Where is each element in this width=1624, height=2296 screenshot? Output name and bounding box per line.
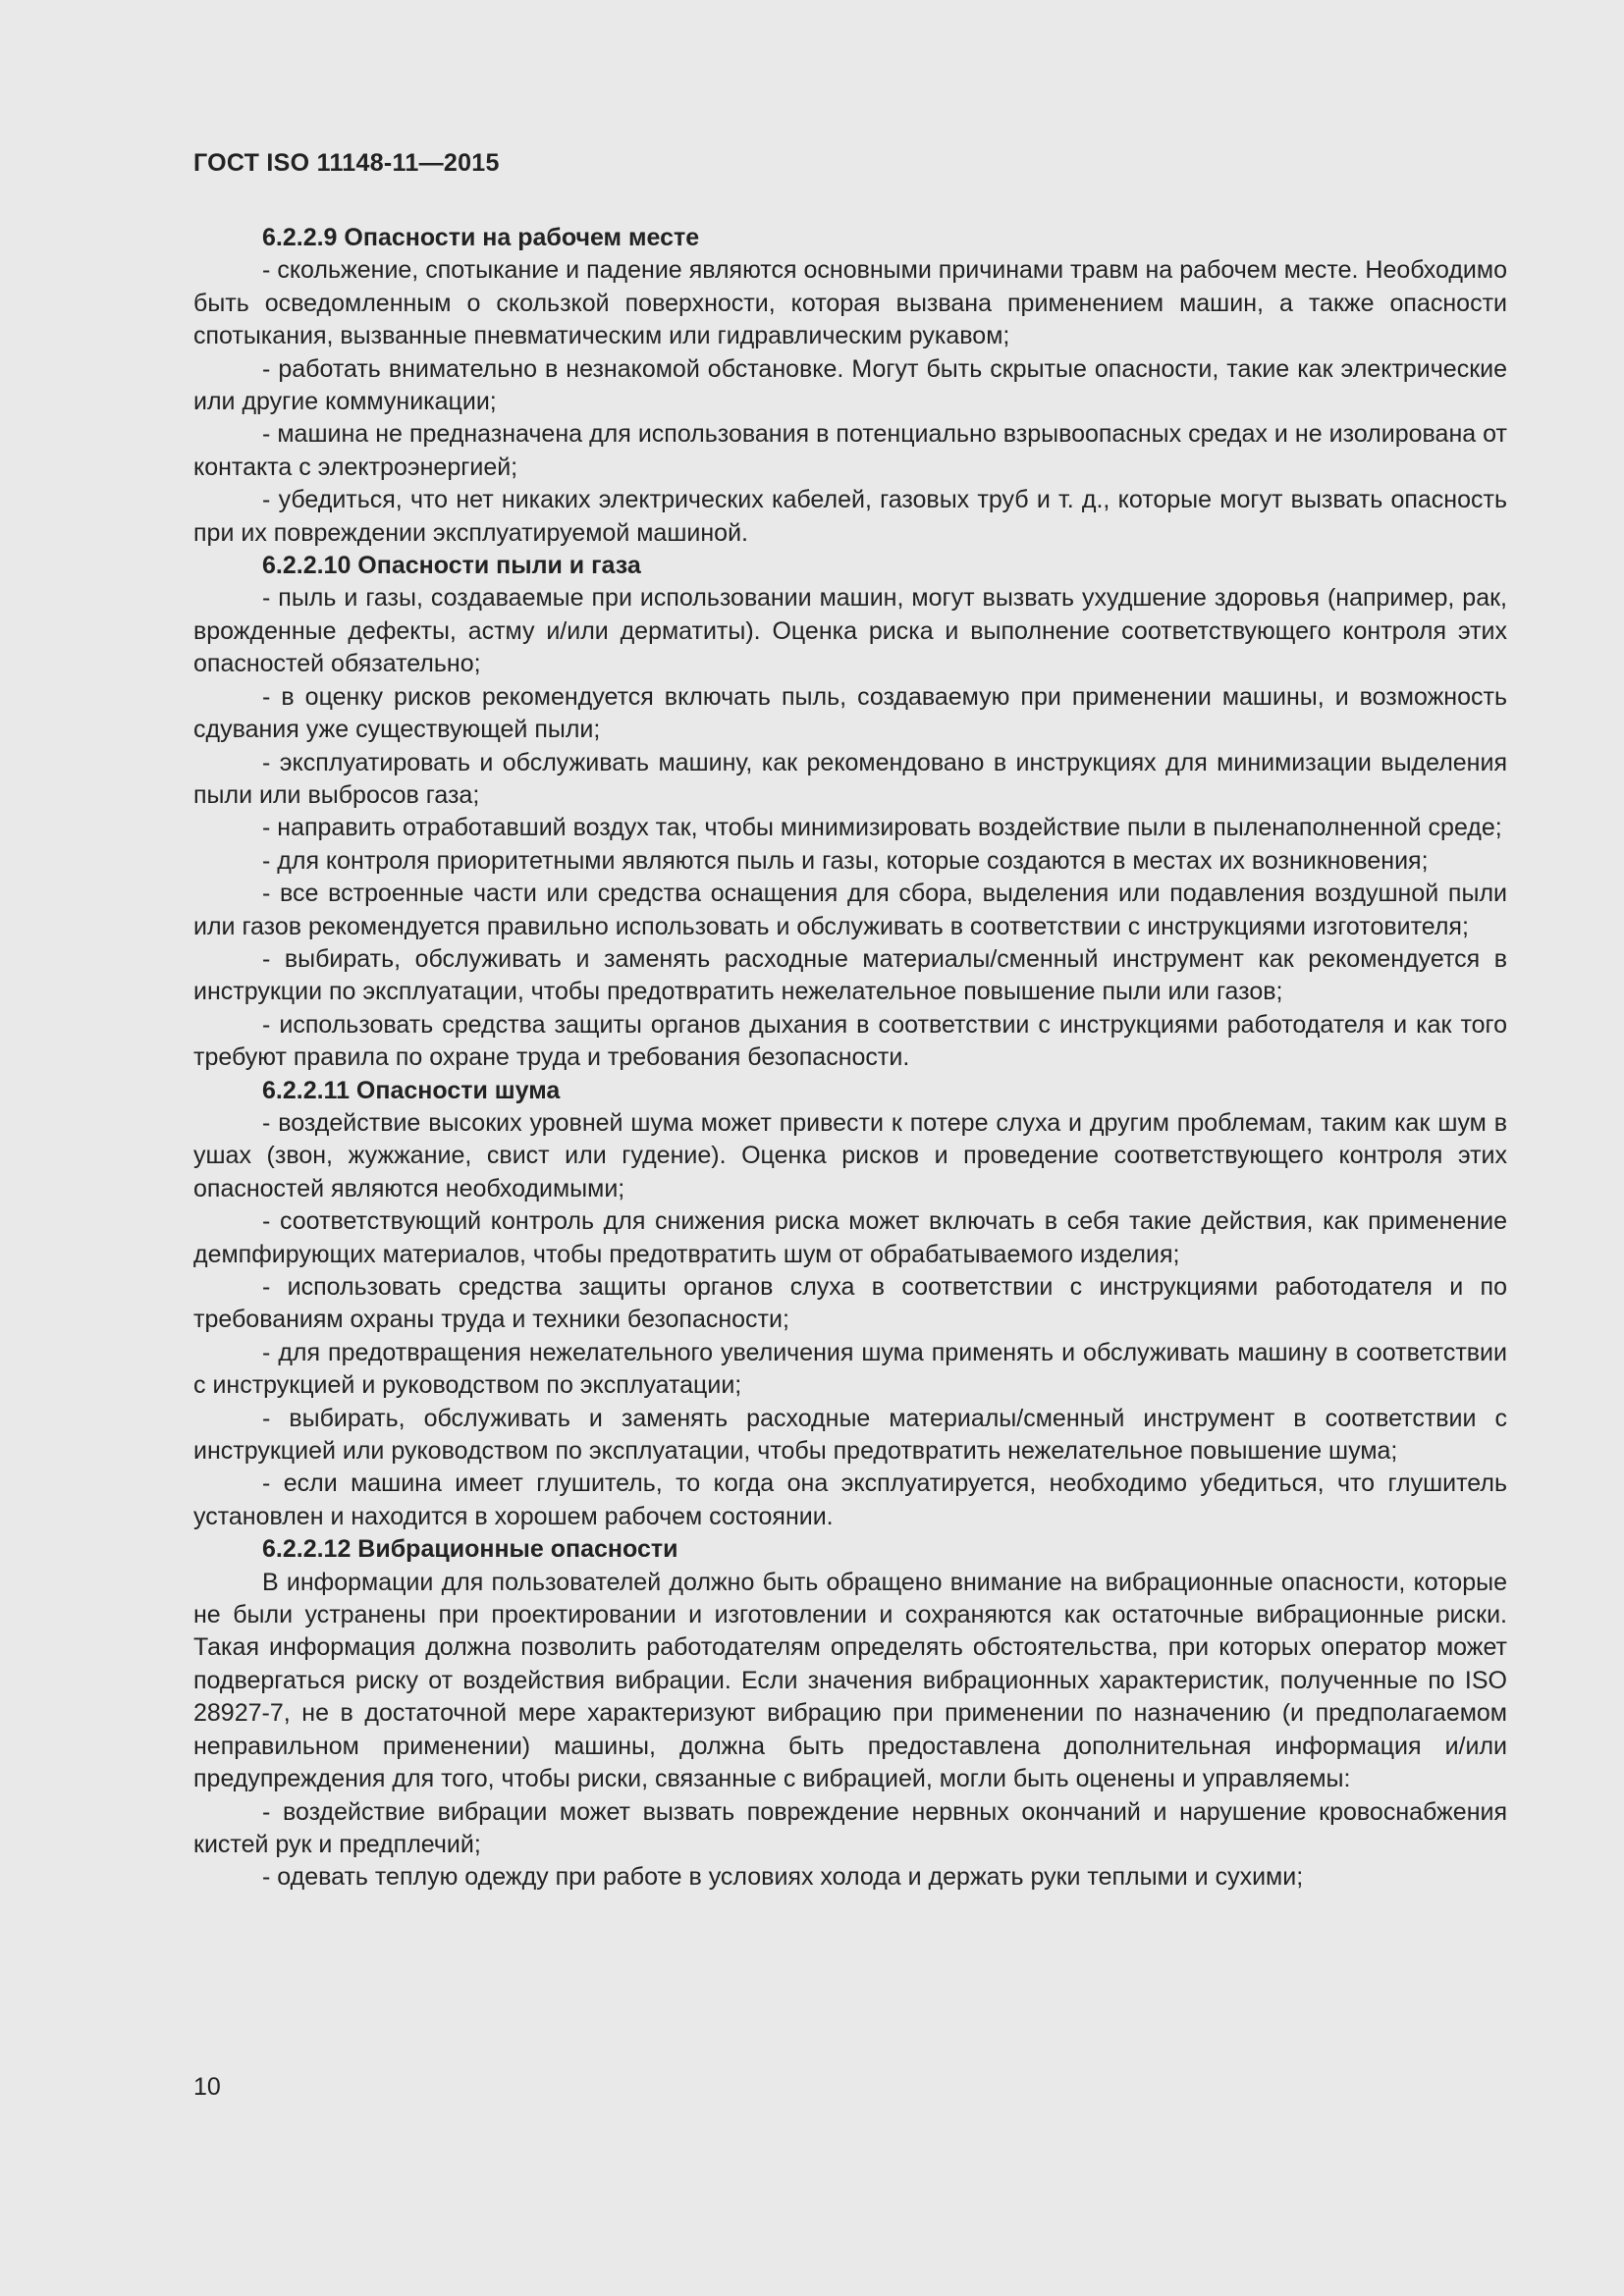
paragraph: - для контроля приоритетными являются пыль и газы, которые создаются в местах их возникновения;	[262, 846, 1429, 875]
document-header: ГОСТ ISO 11148-11—2015	[193, 149, 500, 177]
paragraph: В информации для пользователей должно быть обращено внимание на вибрационные опасности, которые не были устранены при проектировании и изготовлении и сохраняются как остаточные вибрационные риски. Такая информация должна позволить работодателям определять обстоятельства, при которых оператор может подвергаться риску от воздействия вибрации. Если значения вибрационных характеристик, полученные по ISO 28927-7, не в достаточной мере характеризуют вибрацию при применении по назначению (и предполагаемом неправильном применении) машины, должна быть предоставлена дополнительная информация и/или предупреждения для того, чтобы риски, связанные с вибрацией, могли быть оценены и управляемы:	[193, 1568, 1507, 1793]
paragraph: - эксплуатировать и обслуживать машину, как рекомендовано в инструкциях для минимизации выделения пыли или выбросов газа;	[193, 748, 1507, 809]
paragraph: - в оценку рисков рекомендуется включать пыль, создаваемую при применении машины, и возможность сдувания уже существующей пыли;	[193, 682, 1507, 744]
paragraph: - направить отработавший воздух так, чтобы минимизировать воздействие пыли в пыленаполненной среде;	[262, 814, 1502, 842]
paragraph: - работать внимательно в незнакомой обстановке. Могут быть скрытые опасности, такие как электрические или другие коммуникации;	[193, 354, 1507, 416]
section-heading: 6.2.2.9 Опасности на рабочем месте	[262, 224, 700, 251]
paragraph: - для предотвращения нежелательного увеличения шума применять и обслуживать машину в соответствии с инструкцией и руководством по эксплуатации;	[193, 1338, 1507, 1400]
paragraph: - убедиться, что нет никаких электрических кабелей, газовых труб и т. д., которые могут вызвать опасность при их повреждении эксплуатируемой машиной.	[193, 486, 1507, 547]
paragraph: - машина не предназначена для использования в потенциально взрывоопасных средах и не изолирована от контакта с электроэнергией;	[193, 420, 1507, 481]
paragraph: - скольжение, спотыкание и падение являются основными причинами травм на рабочем месте. Необходимо быть осведомленным о скользкой поверхности, которая вызвана применением машин, а также опасности спотыкания, вызванные пневматическим или гидравлическим рукавом;	[193, 256, 1507, 350]
section-heading: 6.2.2.10 Опасности пыли и газа	[262, 552, 641, 580]
paragraph: - воздействие вибрации может вызвать повреждение нервных окончаний и нарушение кровоснабжения кистей рук и предплечий;	[193, 1797, 1507, 1858]
page-number: 10	[193, 2073, 221, 2101]
paragraph: - соответствующий контроль для снижения риска может включать в себя такие действия, как применение демпфирующих материалов, чтобы предотвратить шум от обрабатываемого изделия;	[193, 1207, 1507, 1268]
paragraph: - использовать средства защиты органов дыхания в соответствии с инструкциями работодателя и как того требуют правила по охране труда и требования безопасности.	[193, 1010, 1507, 1072]
paragraph: - использовать средства защиты органов слуха в соответствии с инструкциями работодателя и по требованиям охраны труда и техники безопасности;	[193, 1273, 1507, 1334]
paragraph: - если машина имеет глушитель, то когда она эксплуатируется, необходимо убедиться, что глушитель установлен и находится в хорошем рабочем состоянии.	[193, 1469, 1507, 1530]
section-heading: 6.2.2.12 Вибрационные опасности	[262, 1535, 678, 1564]
paragraph: - пыль и газы, создаваемые при использовании машин, могут вызвать ухудшение здоровья (например, рак, врожденные дефекты, астму и/или дерматиты). Оценка риска и выполнение соответствующего контроля этих опасностей обязательно;	[193, 584, 1507, 678]
document-body	[193, 222, 1507, 1895]
paragraph: - воздействие высоких уровней шума может привести к потере слуха и другим проблемам, таким как шум в ушах (звон, жужжание, свист или гудение). Оценка рисков и проведение соответствующего контроля этих опасностей являются необходимыми;	[193, 1108, 1507, 1202]
section-heading: 6.2.2.11 Опасности шума	[262, 1076, 561, 1104]
paragraph: - одевать теплую одежду при работе в условиях холода и держать руки теплыми и сухими;	[262, 1863, 1304, 1892]
paragraph: - выбирать, обслуживать и заменять расходные материалы/сменный инструмент как рекомендуется в инструкции по эксплуатации, чтобы предотвратить нежелательное повышение пыли или газов;	[193, 944, 1507, 1006]
paragraph: - выбирать, обслуживать и заменять расходные материалы/сменный инструмент в соответствии с инструкцией или руководством по эксплуатации, чтобы предотвратить нежелательное повышение шума;	[193, 1404, 1507, 1466]
paragraph: - все встроенные части или средства оснащения для сбора, выделения или подавления воздушной пыли или газов рекомендуется правильно использовать и обслуживать в соответствии с инструкциями изготовителя;	[193, 880, 1507, 940]
